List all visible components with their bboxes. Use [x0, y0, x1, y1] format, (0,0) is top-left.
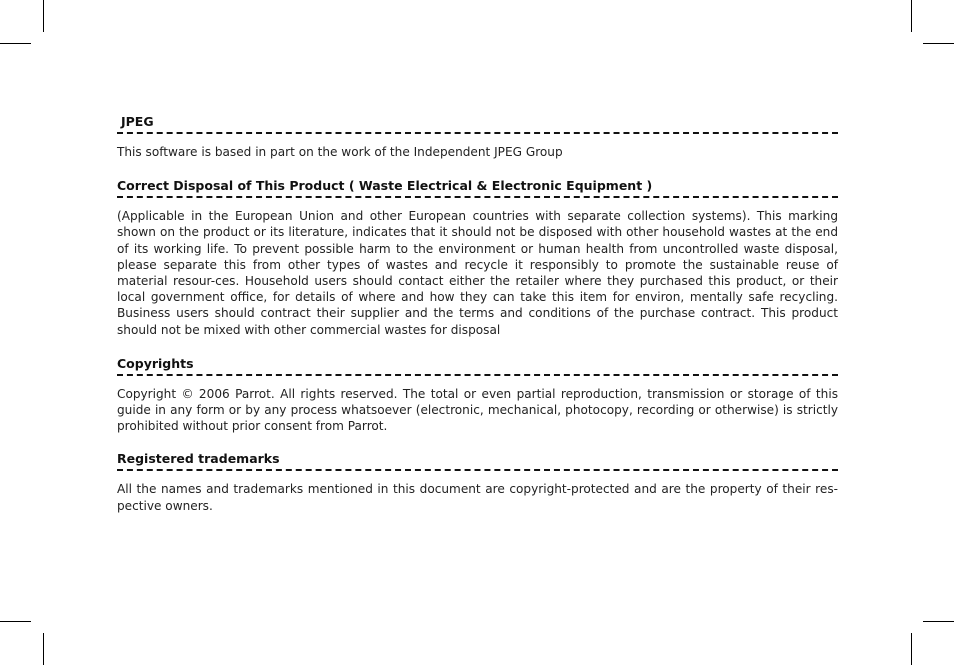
section-title: JPEG — [121, 114, 154, 129]
dashed-divider — [117, 132, 838, 134]
section-copyrights — [117, 354, 838, 435]
document-content — [117, 112, 838, 514]
section-jpeg — [117, 112, 838, 160]
section-title: Correct Disposal of This Product ( Waste Electrical & Electronic Equipment ) — [117, 178, 653, 194]
section-body: This software is based in part on the work of the Independent JPEG Group — [117, 145, 563, 159]
crop-mark-top-left-vertical — [43, 0, 44, 32]
crop-mark-top-right-vertical — [911, 0, 912, 32]
section-title: Registered trademarks — [117, 451, 280, 467]
section-spacer — [117, 160, 838, 176]
crop-mark-bottom-right-horizontal — [923, 621, 954, 622]
dashed-divider — [117, 469, 838, 471]
section-weee-disposal — [117, 176, 838, 338]
crop-mark-bottom-left-vertical — [43, 633, 44, 665]
section-spacer — [117, 338, 838, 354]
section-spacer — [117, 434, 838, 449]
section-title: Copyrights — [117, 355, 194, 371]
crop-mark-top-right-horizontal — [923, 43, 954, 44]
dashed-divider — [117, 196, 838, 198]
section-registered-trademarks — [117, 449, 838, 513]
section-body: (Applicable in the European Union and other European countries with separate collection systems). This marking shown on the product or its literature, indicates that it should not be disposed with other household wastes at the end of its working life. To prevent possible harm to the environment or human health from uncontrolled waste disposal, please separate this from other types of wastes and recycle it responsibly to promote the sustainable reuse of material resour-ces. Household users should contact either the retailer where they purchased this product, or their local government office, for details of where and how they can take this item for environ, mentally safe recycling. Business users should contract their supplier and the terms and conditions of the purchase contract. This product should not be mixed with other commercial wastes for disposal — [117, 209, 838, 337]
crop-mark-bottom-left-horizontal — [0, 621, 31, 622]
section-body: Copyright © 2006 Parrot. All rights reserved. The total or even partial reproduction, transmission or storage of this guide in any form or by any process whatsoever (electronic, mechanical, photocopy, recording or otherwise) is strictly prohibited without prior consent from Parrot. — [117, 386, 838, 434]
dashed-divider — [117, 374, 838, 376]
crop-mark-bottom-right-vertical — [911, 633, 912, 665]
crop-mark-top-left-horizontal — [0, 43, 31, 44]
section-body: All the names and trademarks mentioned in this document are copyright-protected and are the property of their res-pective owners. — [117, 482, 838, 513]
